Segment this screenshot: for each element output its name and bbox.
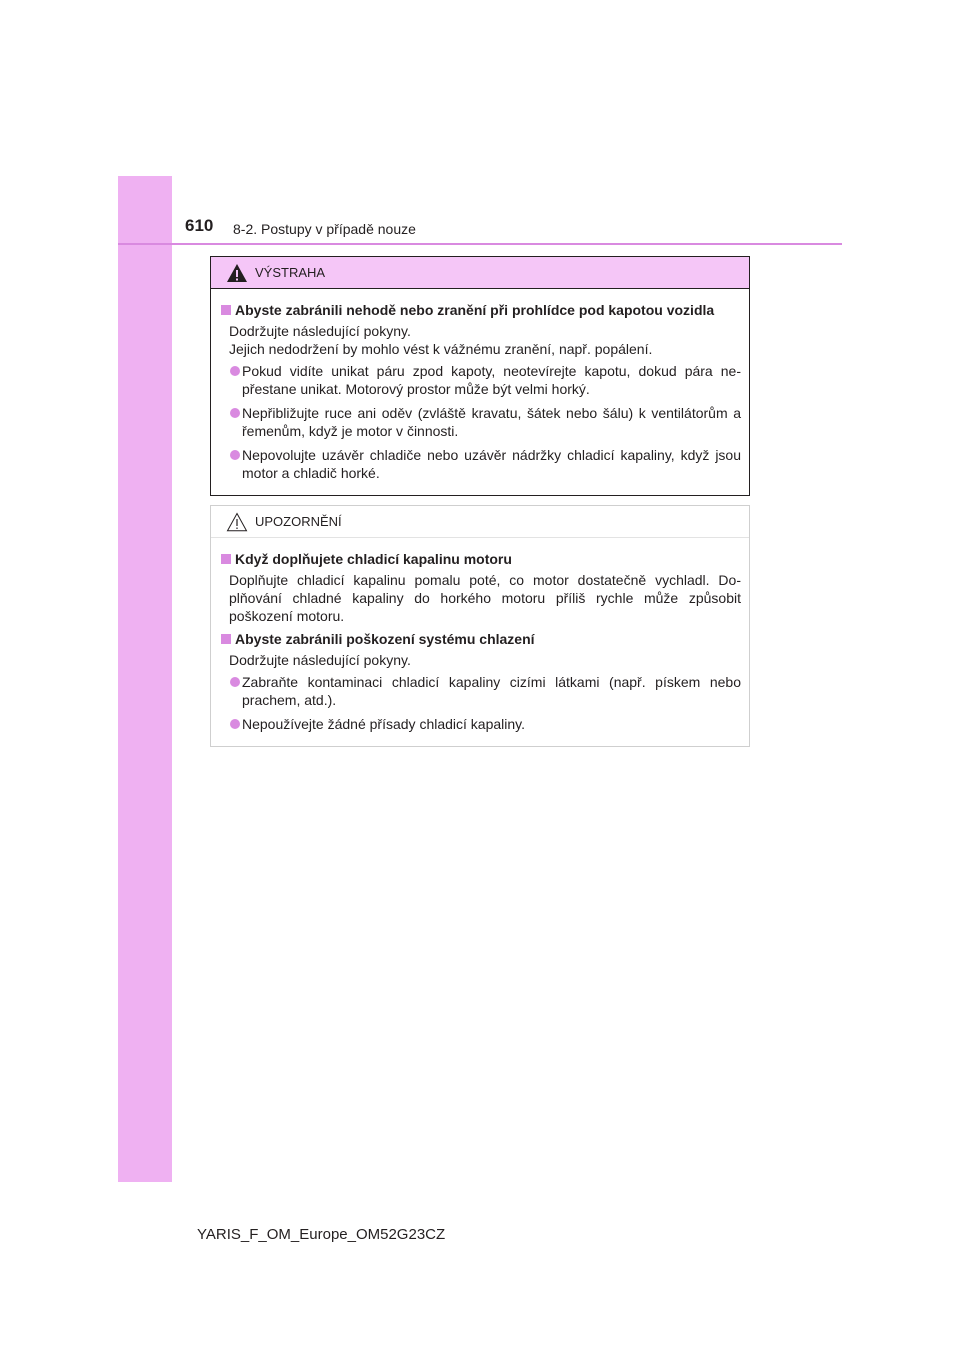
chapter-side-strip	[118, 176, 172, 1182]
caution-title: UPOZORNĚNÍ	[255, 514, 342, 529]
square-bullet-icon	[221, 634, 231, 644]
caution-heading-2	[221, 630, 741, 648]
warning-bullet-2-text: Nepřibližujte ruce ani oděv (zvláště kravatu, šátek nebo šálu) k ventilátorům a řemenům, když je motor v činnosti.	[242, 405, 741, 439]
warning-bullet-1-text: Pokud vidíte unikat páru zpod kapoty, neotevírejte kapotu, dokud pára ne-přestane unikat. Motorový prostor může být velmi horký.	[242, 363, 741, 397]
header-rule	[118, 243, 842, 245]
caution-heading-1-text: Když doplňujete chladicí kapalinu motoru	[235, 551, 512, 567]
warning-bullet-3-text: Nepovolujte uzávěr chladiče nebo uzávěr nádržky chladicí kapaliny, když jsou motor a chladič horké.	[242, 447, 741, 481]
caution-triangle-outline-icon	[226, 512, 248, 532]
warning-heading-text: Abyste zabránili nehodě nebo zranění při prohlídce pod kapotou vozidla	[235, 302, 715, 318]
warning-body	[211, 289, 749, 482]
section-title: 8-2. Postupy v případě nouze	[233, 221, 416, 237]
warning-triangle-icon	[226, 263, 248, 283]
round-bullet-icon	[230, 719, 240, 729]
caution-box	[210, 505, 750, 747]
square-bullet-icon	[221, 554, 231, 564]
round-bullet-icon	[230, 450, 240, 460]
warning-box-header	[211, 257, 749, 289]
page-number: 610	[185, 216, 214, 235]
round-bullet-icon	[230, 677, 240, 687]
caution-bullet-2	[221, 715, 741, 733]
round-bullet-icon	[230, 366, 240, 376]
warning-intro-line2: Jejich nedodržení by mohlo vést k vážnému zranění, např. popálení.	[229, 341, 653, 357]
warning-intro-line1: Dodržujte následující pokyny.	[229, 323, 411, 339]
square-bullet-icon	[221, 305, 231, 315]
caution-heading-2-text: Abyste zabránili poškození systému chlazení	[235, 631, 535, 647]
warning-box	[210, 256, 750, 496]
warning-bullet-2	[221, 404, 741, 440]
warning-heading	[221, 301, 741, 319]
warning-bullet-1	[221, 362, 741, 398]
caution-bullet-1	[221, 673, 741, 709]
warning-title: VÝSTRAHA	[255, 265, 326, 280]
caution-box-header	[211, 506, 749, 538]
round-bullet-icon	[230, 408, 240, 418]
caution-bullet-1-text: Zabraňte kontaminaci chladicí kapaliny cizími látkami (např. pískem nebo prachem, atd.).	[242, 674, 741, 708]
warning-bullet-3	[221, 446, 741, 482]
caution-bullet-2-text: Nepoužívejte žádné přísady chladicí kapaliny.	[242, 716, 526, 732]
caution-section1-text: Doplňujte chladicí kapalinu pomalu poté, co motor dostatečně vychladl. Do-plňování chladné kapaliny do horkého motoru příliš rychle může způsobit poškození motoru.	[229, 572, 741, 624]
caution-section2-intro: Dodržujte následující pokyny.	[229, 652, 411, 668]
caution-body	[211, 538, 749, 733]
caution-heading-1	[221, 550, 741, 568]
document-code: YARIS_F_OM_Europe_OM52G23CZ	[197, 1226, 446, 1243]
